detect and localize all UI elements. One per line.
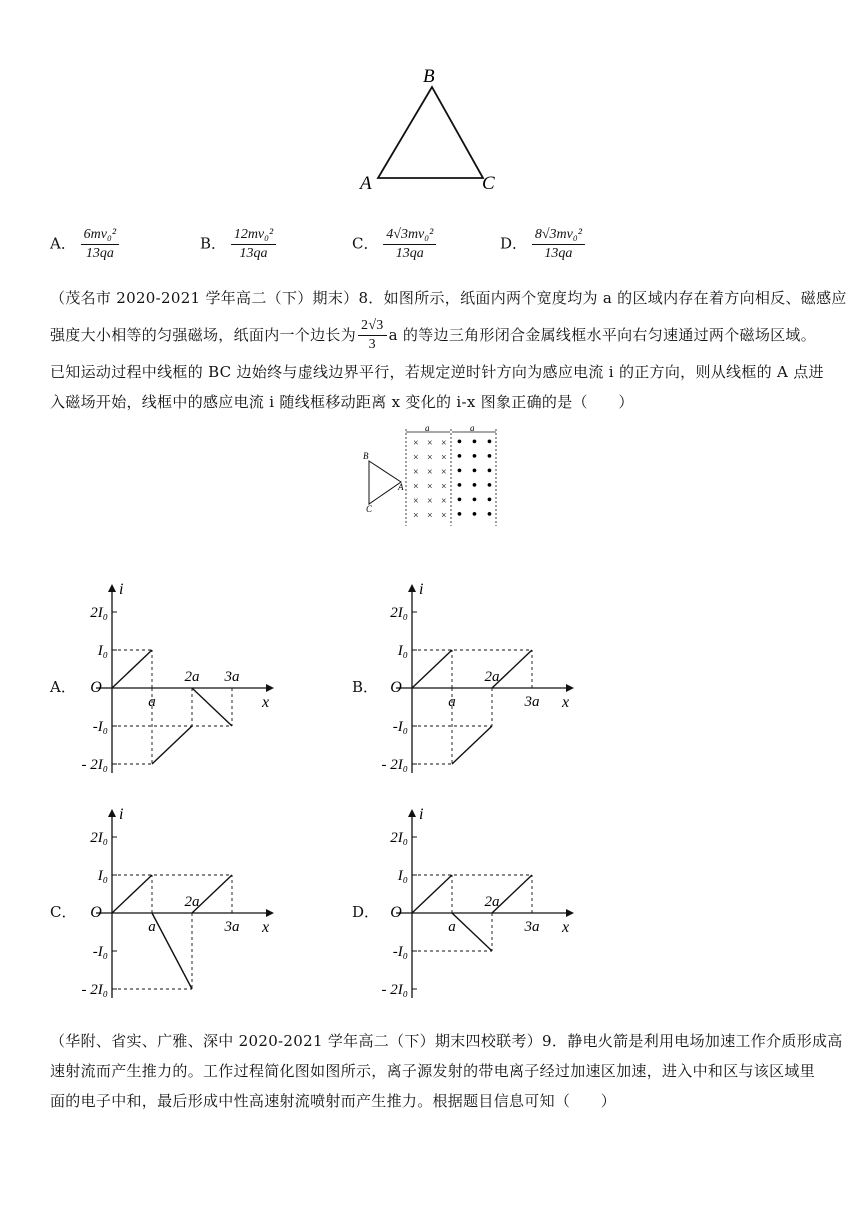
frame-label-b: B (363, 451, 369, 461)
option-letter: D． (500, 234, 528, 253)
origin-label: O (390, 904, 402, 921)
side-length-fraction (358, 317, 387, 354)
graph-b (376, 578, 586, 778)
field-dot: • (487, 493, 492, 508)
field-cross: × (413, 467, 419, 478)
triangle-abc-figure (350, 62, 510, 197)
field-dot: • (472, 493, 477, 508)
y-tick-label: -I₀ (392, 944, 408, 960)
x-tick-label: a (148, 919, 156, 935)
graph-d (376, 803, 586, 1003)
field-dot: • (457, 464, 462, 479)
y-axis-label: i (419, 581, 424, 598)
graph-option-b[interactable]: B． (352, 678, 379, 696)
vertex-label-c: C (482, 173, 495, 194)
current-segment (152, 913, 192, 989)
option-fraction (383, 226, 436, 263)
q9-text (50, 1026, 843, 1116)
fraction-denominator: 13qa (544, 246, 573, 261)
y-tick-label: - 2I₀ (81, 757, 108, 773)
field-cross: × (427, 496, 433, 507)
y-tick-label: -I₀ (392, 719, 408, 735)
y-axis-label: i (419, 806, 424, 823)
q7-option-a[interactable] (50, 226, 119, 263)
x-axis-arrow (266, 909, 274, 917)
y-axis-arrow (408, 809, 416, 817)
current-segment (112, 650, 152, 688)
field-cross: × (427, 452, 433, 464)
graph-option-c[interactable]: C． (50, 903, 77, 921)
field-marks (413, 435, 492, 523)
q8-line-1: （茂名市 2020-2021 学年高二（下）期末）8．如图所示，纸面内两个宽度均为 a 的区域内存在着方向相反、磁感应 (50, 289, 847, 307)
q8-line-2 (50, 313, 830, 357)
field-cross: × (441, 467, 447, 478)
y-axis-arrow (108, 809, 116, 817)
y-axis-arrow (108, 584, 116, 592)
field-dot: • (472, 449, 477, 465)
x-axis-arrow (266, 684, 274, 692)
x-tick-label: 2a (484, 894, 500, 910)
field-dot: • (472, 464, 477, 479)
width-label-left: a (425, 426, 430, 433)
field-cross: × (441, 510, 447, 522)
y-tick-label: I₀ (97, 643, 108, 659)
wire-frame-triangle (369, 461, 401, 504)
frame-label-a: A (398, 482, 404, 492)
field-cross: × (413, 438, 419, 449)
x-tick-label: 3a (224, 919, 240, 935)
field-cross: × (413, 481, 419, 493)
field-dot: • (472, 478, 477, 494)
x-tick-label: 2a (484, 669, 500, 685)
field-cross: × (441, 452, 447, 464)
field-dot: • (457, 478, 462, 494)
x-axis-label: x (262, 694, 270, 711)
q7-option-c[interactable] (352, 226, 436, 263)
field-dot: • (487, 478, 492, 494)
q8-text (50, 283, 847, 417)
field-dot: • (457, 507, 462, 523)
q9-line-3: 面的电子中和，最后形成中性高速射流喷射而产生推力。根据题目信息可知（ ） (50, 1092, 617, 1110)
q8-line-2-before: 强度大小相等的匀强磁场，纸面内一个边长为 (50, 326, 357, 344)
field-dot: • (457, 435, 462, 450)
current-segment (152, 726, 192, 764)
current-segment (412, 875, 452, 913)
graph-option-a[interactable]: A． (50, 678, 76, 696)
y-tick-label: 2I₀ (390, 830, 408, 846)
y-tick-label: 2I₀ (90, 605, 108, 621)
field-dot: • (487, 449, 492, 465)
field-cross: × (413, 452, 419, 464)
x-tick-label: a (448, 694, 456, 710)
current-segment (412, 650, 452, 688)
magnetic-field-figure (360, 426, 505, 530)
y-tick-label: - 2I₀ (381, 757, 408, 773)
field-cross: × (427, 467, 433, 478)
option-letter: B． (200, 234, 227, 253)
field-dot: • (487, 435, 492, 450)
y-axis-arrow (408, 584, 416, 592)
x-axis-label: x (562, 919, 570, 936)
frame-label-c: C (366, 504, 373, 514)
field-cross: × (441, 438, 447, 449)
current-segment (112, 875, 152, 913)
fraction-numerator: 2√3 (358, 317, 387, 336)
origin-label: O (90, 904, 102, 921)
x-tick-label: 3a (524, 694, 540, 710)
x-tick-label: a (448, 919, 456, 935)
option-letter: C． (352, 234, 379, 253)
fraction-numerator: 4√3mv₀² (383, 226, 436, 245)
q8-line-2-after: a 的等边三角形闭合金属线框水平向右匀速通过两个磁场区域。 (388, 326, 817, 344)
fraction-numerator: 12mv₀² (231, 226, 276, 245)
field-cross: × (441, 496, 447, 507)
q8-line-4: 入磁场开始，线框中的感应电流 i 随线框移动距离 x 变化的 i-x 图象正确的是（ ） (50, 393, 634, 411)
y-tick-label: -I₀ (92, 944, 108, 960)
field-dot: • (457, 493, 462, 508)
graph-option-d[interactable]: D． (352, 903, 380, 921)
vertex-label-a: A (360, 173, 372, 194)
option-fraction (532, 226, 585, 263)
field-cross: × (413, 510, 419, 522)
y-tick-label: -I₀ (92, 719, 108, 735)
y-tick-label: - 2I₀ (81, 982, 108, 998)
y-tick-label: I₀ (397, 868, 408, 884)
y-axis-label: i (119, 581, 124, 598)
current-segment (452, 913, 492, 951)
field-dot: • (487, 507, 492, 523)
x-axis-arrow (566, 684, 574, 692)
field-dot: • (472, 435, 477, 450)
x-axis-label: x (562, 694, 570, 711)
option-letter: A． (50, 234, 76, 253)
x-tick-label: 2a (184, 669, 200, 685)
field-dot: • (487, 464, 492, 479)
y-tick-label: 2I₀ (390, 605, 408, 621)
graph-c (76, 803, 286, 1003)
current-segment (192, 688, 232, 726)
field-cross: × (413, 496, 419, 507)
current-segment (452, 726, 492, 764)
y-axis-label: i (119, 806, 124, 823)
q9-line-1: （华附、省实、广雅、深中 2020-2021 学年高二（下）期末四校联考）9．静电火箭是利用电场加速工作介质形成高 (50, 1032, 843, 1050)
y-tick-label: 2I₀ (90, 830, 108, 846)
field-cross: × (441, 481, 447, 493)
x-axis-arrow (566, 909, 574, 917)
option-fraction (81, 226, 119, 263)
x-tick-label: 3a (224, 669, 240, 685)
field-dot: • (457, 449, 462, 465)
triangle-abc (378, 87, 483, 178)
y-tick-label: I₀ (97, 868, 108, 884)
field-dot: • (472, 507, 477, 523)
fraction-denominator: 3 (368, 336, 376, 352)
width-label-right: a (470, 426, 475, 433)
vertex-label-b: B (423, 66, 435, 87)
q8-line-3: 已知运动过程中线框的 BC 边始终与虚线边界平行，若规定逆时针方向为感应电流 i 的正方向，则从线框的 A 点进 (50, 363, 824, 381)
field-cross: × (427, 438, 433, 449)
fraction-numerator: 6mv₀² (81, 226, 119, 245)
origin-label: O (90, 679, 102, 696)
field-cross: × (427, 481, 433, 493)
q7-option-d[interactable] (500, 226, 585, 263)
option-fraction (231, 226, 276, 263)
graph-a (76, 578, 286, 778)
q9-line-2: 速射流而产生推力的。工作过程简化图如图所示，离子源发射的带电离子经过加速区加速，进入中和区与该区域里 (50, 1062, 816, 1080)
x-axis-label: x (262, 919, 270, 936)
y-tick-label: I₀ (397, 643, 408, 659)
q7-option-b[interactable] (200, 226, 276, 263)
fraction-denominator: 13qa (239, 246, 268, 261)
x-tick-label: a (148, 694, 156, 710)
field-cross: × (427, 510, 433, 522)
fraction-denominator: 13qa (395, 246, 424, 261)
fraction-numerator: 8√3mv₀² (532, 226, 585, 245)
origin-label: O (390, 679, 402, 696)
x-tick-label: 2a (184, 894, 200, 910)
fraction-denominator: 13qa (85, 246, 114, 261)
y-tick-label: - 2I₀ (381, 982, 408, 998)
x-tick-label: 3a (524, 919, 540, 935)
